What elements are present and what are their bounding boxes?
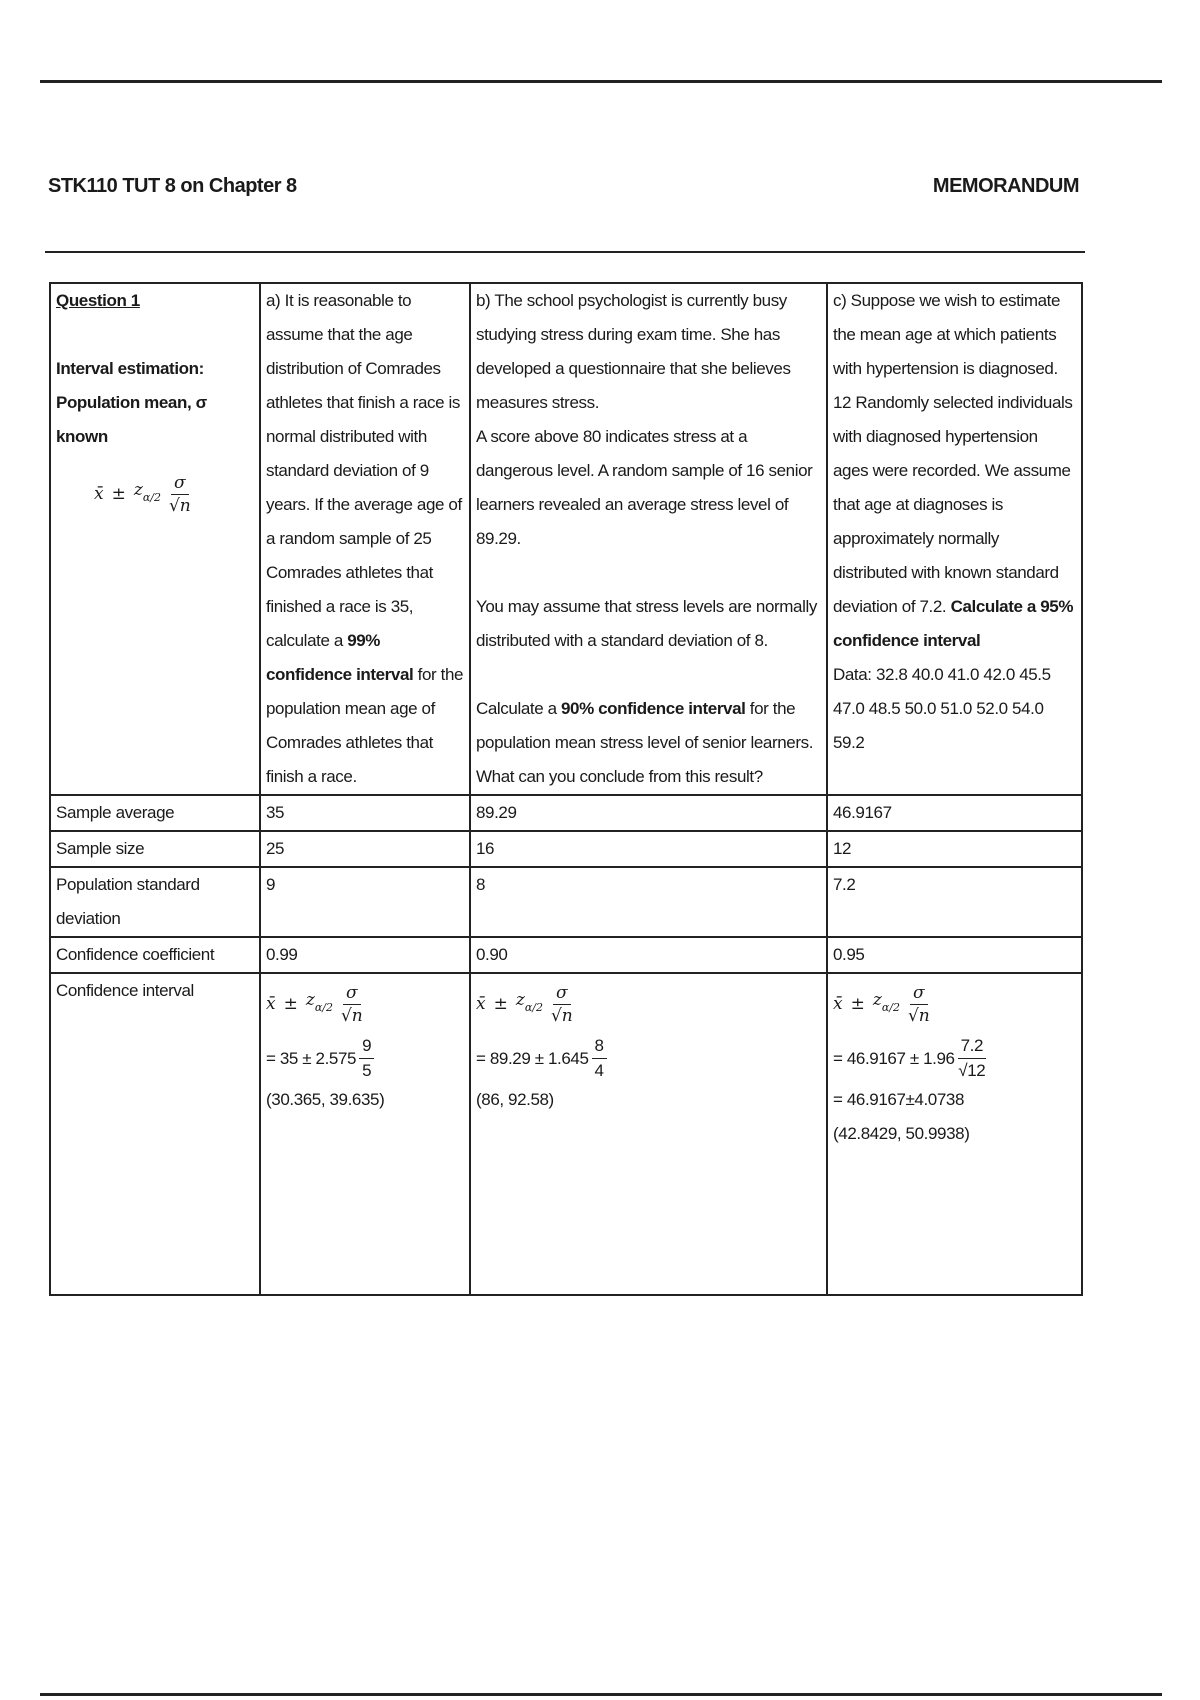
- part-b-sample-size: 16: [470, 831, 827, 867]
- part-b-conf-coef: 0.90: [470, 937, 827, 973]
- topic-line-2: Population mean, σ known: [56, 393, 207, 446]
- part-a-conf-interval: [260, 973, 470, 1295]
- part-a-pop-sd: 9: [260, 867, 470, 937]
- part-a-calculation: = 35 ± 2.575 $\frac{9}{5}$: [266, 1034, 464, 1083]
- part-a-result: (30.365, 39.635): [266, 1090, 385, 1109]
- part-b-conf-interval: [470, 973, 827, 1295]
- part-a-text: a) It is reasonable to assume that the age distribution of Comrades athletes that finish a race is normal distributed with standard deviation of 9 years. If the average age of a random sample of 25 Comrades athletes that finished a race is 35, calculate a 99% confidence interval for the population mean age of Comrades athletes that finish a race.: [266, 291, 464, 786]
- table-row: [50, 867, 1082, 937]
- part-b-text-1: b) The school psychologist is currently busy studying stress during exam time. She has developed a questionnaire that she believes measures stress.: [476, 291, 791, 412]
- sigma-over-root-n: $\frac{\sigma}{√n}$: [168, 472, 191, 516]
- z-critical: $z_{\alpha/2}$: [133, 480, 161, 504]
- part-c-sample-average: 46.9167: [827, 795, 1082, 831]
- table-row: [50, 937, 1082, 973]
- row-label-conf-interval: Confidence interval: [50, 973, 260, 1295]
- table-row: [50, 831, 1082, 867]
- part-b-calculation: = 89.29 ± 1.645 $\frac{8}{4}$: [476, 1034, 821, 1083]
- header-rule: [45, 251, 1085, 253]
- row-label-pop-sd: Population standard deviation: [50, 867, 260, 937]
- ci-formula: x̄ ± $z_{\alpha/2}$ $\frac{\sigma}{√n}$: [476, 982, 573, 1026]
- part-b-pop-sd: 8: [470, 867, 827, 937]
- part-b-sample-average: 89.29: [470, 795, 827, 831]
- part-c-sample-size: 12: [827, 831, 1082, 867]
- part-c-pop-sd: 7.2: [827, 867, 1082, 937]
- part-a-sample-size: 25: [260, 831, 470, 867]
- part-c-text-2: 12 Randomly selected individuals with diagnosed hypertension ages were recorded. We assume that age at diagnoses is approximately normally distributed with known standard deviation of 7.2. Calculate a 95% confidence interval: [833, 393, 1074, 650]
- plus-minus-symbol: ±: [111, 484, 126, 504]
- topic-line-1: Interval estimation:: [56, 359, 204, 378]
- part-c-result: (42.8429, 50.9938): [833, 1124, 970, 1143]
- part-c-calculation: = 46.9167 ± 1.96 $\frac{7.2}{√12}$: [833, 1036, 986, 1080]
- ci-formula: [94, 464, 254, 524]
- part-c-conf-coef: 0.95: [827, 937, 1082, 973]
- part-c-cell: [827, 283, 1082, 795]
- question-cell: [50, 283, 260, 795]
- bottom-rule: [40, 1693, 1162, 1696]
- question-row: [50, 283, 1082, 795]
- part-a-cell: [260, 283, 470, 795]
- row-label-sample-size: Sample size: [50, 831, 260, 867]
- memorandum-label: MEMORANDUM: [932, 175, 1079, 197]
- row-label-conf-coef: Confidence coefficient: [50, 937, 260, 973]
- part-a-sample-average: 35: [260, 795, 470, 831]
- memo-table: [49, 282, 1083, 1296]
- table-row: [50, 795, 1082, 831]
- ci-formula: x̄ ± $z_{\alpha/2}$ $\frac{\sigma}{√n}$: [266, 982, 363, 1026]
- part-b-result: (86, 92.58): [476, 1090, 554, 1109]
- part-b-text-3: You may assume that stress levels are normally distributed with a standard deviation of 8.: [476, 597, 817, 650]
- table-row: [50, 973, 1082, 1295]
- part-b-cell: [470, 283, 827, 795]
- part-b-text-4: Calculate a 90% confidence interval for the population mean stress level of senior learners. What can you conclude from this result?: [476, 699, 814, 786]
- ci-formula: x̄ ± $z_{\alpha/2}$ $\frac{\sigma}{√n}$: [833, 982, 930, 1026]
- part-c-text-1: c) Suppose we wish to estimate the mean age at which patients with hypertension is diagnosed.: [833, 291, 1061, 378]
- top-rule: [40, 80, 1162, 83]
- part-b-text-2: A score above 80 indicates stress at a dangerous level. A random sample of 16 senior learners revealed an average stress level of 89.29.: [476, 427, 813, 548]
- row-label-sample-average: Sample average: [50, 795, 260, 831]
- document-title: STK110 TUT 8 on Chapter 8: [48, 175, 297, 197]
- question-title: Question 1: [56, 291, 140, 310]
- part-c-conf-interval: [827, 973, 1082, 1295]
- part-a-conf-coef: 0.99: [260, 937, 470, 973]
- part-c-calc-step: = 46.9167±4.0738: [833, 1090, 965, 1109]
- part-c-data: Data: 32.8 40.0 41.0 42.0 45.5 47.0 48.5 50.0 51.0 52.0 54.0 59.2: [833, 665, 1051, 752]
- xbar-symbol: x̄: [94, 484, 104, 504]
